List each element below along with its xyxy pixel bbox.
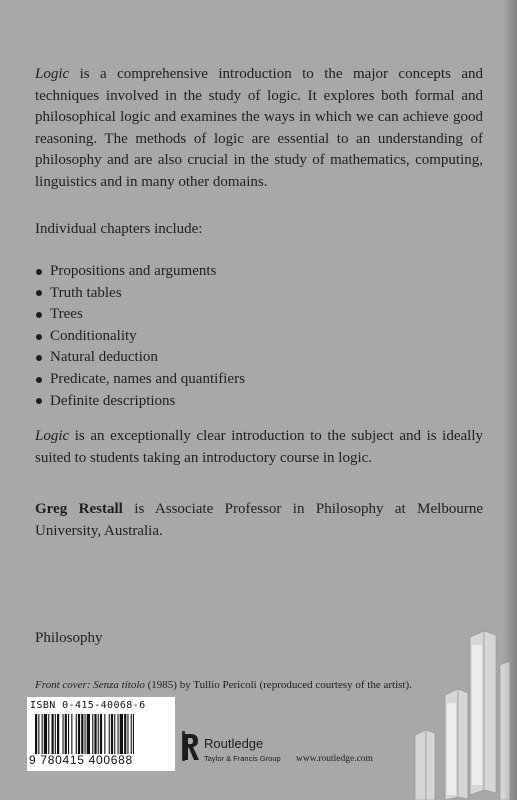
isbn-line: ISBN 0-415-40068-6	[30, 700, 146, 711]
publisher-name: Routledge	[204, 736, 264, 751]
spine-shadow	[503, 0, 517, 800]
list-item	[35, 304, 245, 326]
list-item	[35, 391, 245, 413]
summary-text: is an exceptionally clear introduction to the subject and is ideally suited to students taking an introductory course in logic.	[35, 428, 483, 466]
bullet-icon	[36, 290, 42, 296]
summary-paragraph	[35, 426, 483, 469]
ean-number: 9 780415 400688	[29, 753, 133, 767]
barcode-bars	[35, 714, 169, 754]
bullet-icon	[36, 355, 42, 361]
list-item	[35, 283, 245, 305]
chapters-intro: Individual chapters include:	[35, 221, 203, 237]
credit-text: (1985) by Tullio Pericoli (reproduced courtesy of the artist).	[144, 679, 412, 691]
chapter-label: Trees	[50, 306, 83, 323]
publisher-url: www.routledge.com	[296, 754, 373, 764]
author-name: Greg Restall	[35, 501, 123, 517]
list-item	[35, 347, 245, 369]
barcode	[27, 697, 175, 771]
chapter-label: Predicate, names and quantifiers	[50, 370, 245, 387]
chapter-label: Truth tables	[50, 284, 122, 301]
chapter-label: Propositions and arguments	[50, 263, 217, 279]
author-bio-text: is Associate Professor in Philosophy at Melbourne University, Australia.	[35, 501, 483, 539]
subject-category: Philosophy	[35, 630, 103, 646]
cover-artwork-fragment	[400, 625, 517, 800]
chapter-label: Definite descriptions	[50, 392, 176, 409]
chapter-label: Conditionality	[50, 327, 137, 344]
list-item	[35, 261, 245, 283]
list-item	[35, 326, 245, 348]
bullet-icon	[36, 269, 42, 275]
author-bio	[35, 498, 483, 542]
description-paragraph	[35, 64, 483, 194]
list-item	[35, 369, 245, 391]
bullet-icon	[36, 312, 42, 318]
bullet-icon	[36, 398, 42, 404]
book-title-italic: Logic	[35, 66, 70, 82]
bullet-icon	[36, 377, 42, 383]
publisher-group: Taylor & Francis Group	[204, 754, 281, 763]
bullet-icon	[36, 334, 42, 340]
book-title-italic: Logic	[35, 428, 70, 444]
chapter-label: Natural deduction	[50, 349, 158, 366]
artwork-title: Senza titolo	[93, 679, 145, 691]
routledge-logo-icon	[182, 731, 200, 761]
description-text: is a comprehensive introduction to the major concepts and techniques involved in the study of logic. It explores both formal and philosophical logic and examines the ways in which we can achieve good reasoning. The methods of logic are essential to an understanding of philosophy and are also crucial in the study of mathematics, computing, linguistics and in many other domains.	[35, 66, 483, 190]
credit-label: Front cover:	[35, 679, 94, 691]
chapter-list	[35, 261, 245, 412]
